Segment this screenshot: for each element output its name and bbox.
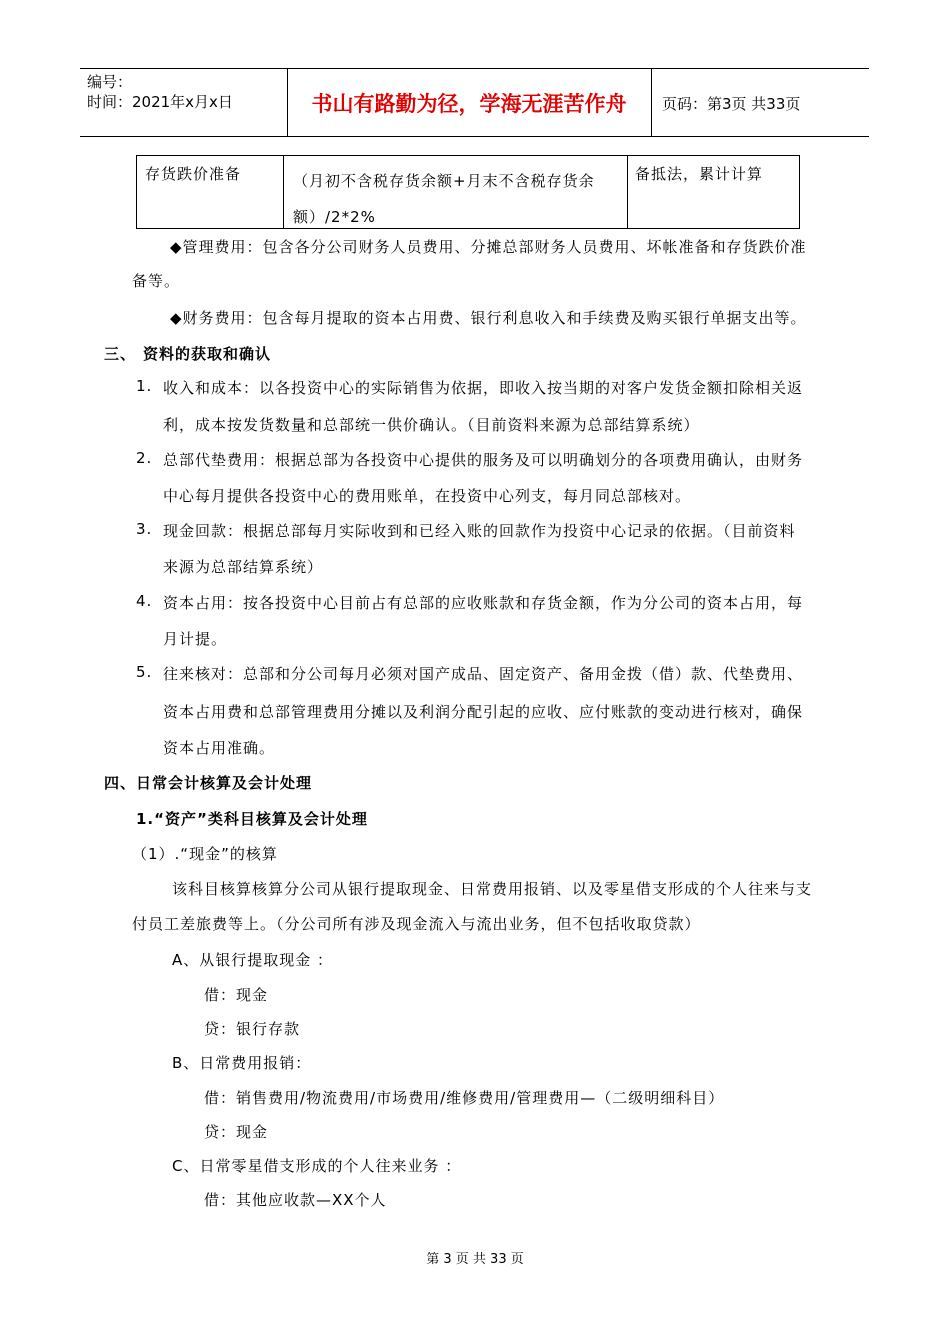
table-cell-method: 备抵法，累计计算 — [635, 165, 764, 183]
paragraph-management-expense: ◆管理费用：包含各分公司财务人员费用、分摊总部财务人员费用、坏帐准备和存货跌价准 — [170, 238, 807, 256]
subsection-heading: 1.“资产”类科目核算及会计处理 — [136, 810, 368, 828]
entry-heading: A、从银行提取现金 ： — [172, 951, 334, 969]
page-footer: 第 3 页 共 33 页 — [426, 1252, 524, 1267]
table-formula-line: （月初不含税存货余额+月末不含税存货余 — [293, 172, 595, 190]
header-meta — [87, 72, 287, 112]
journal-credit: 贷：现金 — [204, 1123, 269, 1141]
subsection-title: （1）.“现金”的核算 — [132, 845, 278, 863]
list-item: 总部代垫费用：根据总部为各投资中心提供的服务及可以明确划分的各项费用确认，由财务 — [163, 451, 804, 469]
table-cell-formula — [293, 163, 595, 235]
paragraph-cont: 付员工差旅费等上。（分公司所有涉及现金流入与流出业务，但不包括收取贷款） — [132, 915, 701, 933]
section-heading: 资料的获取和确认 — [143, 345, 272, 363]
list-item: 现金回款：根据总部每月实际收到和已经入账的回款作为投资中心记录的依据。（目前资料 — [163, 522, 796, 540]
list-item-cont: 利，成本按发货数量和总部统一供价确认。（目前资料来源为总部结算系统） — [163, 416, 700, 434]
paragraph: 该科目核算核算分公司从银行提取现金、日常费用报销、以及零星借支形成的个人往来与支 — [172, 880, 813, 898]
page-header — [80, 68, 869, 137]
list-number: 1. — [136, 377, 153, 395]
document-date: 时间：2021年x月x日 — [87, 93, 233, 111]
list-item-cont: 中心每月提供各投资中心的费用账单，在投资中心列支，每月同总部核对。 — [163, 487, 692, 505]
paragraph-finance-expense: ◆财务费用：包含每月提取的资本占用费、银行利息收入和手续费及购买银行单据支出等。 — [170, 309, 807, 327]
list-item: 资本占用：按各投资中心目前占有总部的应收账款和存货金额，作为分公司的资本占用，每 — [163, 594, 804, 612]
document-number-label: 编号： — [87, 73, 133, 91]
header-divider — [651, 69, 652, 136]
journal-debit: 借：其他应收款—XX个人 — [204, 1191, 387, 1209]
list-item: 往来核对：总部和分公司每月必须对国产成品、固定资产、备用金拨（借）款、代垫费用、 — [163, 665, 804, 683]
list-number: 4. — [136, 592, 153, 610]
list-item-cont: 资本占用费和总部管理费用分摊以及利润分配引起的应收、应付账款的变动进行核对，确保 — [163, 703, 804, 721]
list-number: 5. — [136, 663, 153, 681]
list-item-cont: 月计提。 — [163, 630, 228, 648]
list-item-cont: 资本占用准确。 — [163, 739, 276, 757]
list-item: 收入和成本：以各投资中心的实际销售为依据，即收入按当期的对客户发货金额扣除相关返 — [163, 379, 804, 397]
list-item-cont: 来源为总部结算系统） — [163, 558, 324, 576]
list-number: 3. — [136, 520, 153, 538]
journal-debit: 借：销售费用/物流费用/市场费用/维修费用/管理费用—（二级明细科目） — [204, 1089, 725, 1107]
table-cell-item: 存货跌价准备 — [145, 165, 242, 183]
header-page-number: 页码：第3页 共33页 — [662, 95, 801, 113]
journal-credit: 贷：银行存款 — [204, 1020, 301, 1038]
entry-heading: B、日常费用报销： — [172, 1054, 312, 1072]
paragraph-management-expense-cont: 备等。 — [132, 272, 181, 290]
header-motto: 书山有路勤为径，学海无涯苦作舟 — [311, 91, 627, 116]
section-heading: 四、日常会计核算及会计处理 — [104, 774, 313, 792]
journal-debit: 借：现金 — [204, 986, 269, 1004]
table-divider — [627, 156, 628, 228]
section-number: 三、 — [104, 345, 137, 363]
provision-table — [136, 155, 800, 229]
list-number: 2. — [136, 449, 153, 467]
entry-heading: C、日常零星借支形成的个人往来业务 ： — [172, 1157, 462, 1175]
table-divider — [283, 156, 284, 228]
table-formula-line: 额）/2*2% — [293, 208, 376, 226]
